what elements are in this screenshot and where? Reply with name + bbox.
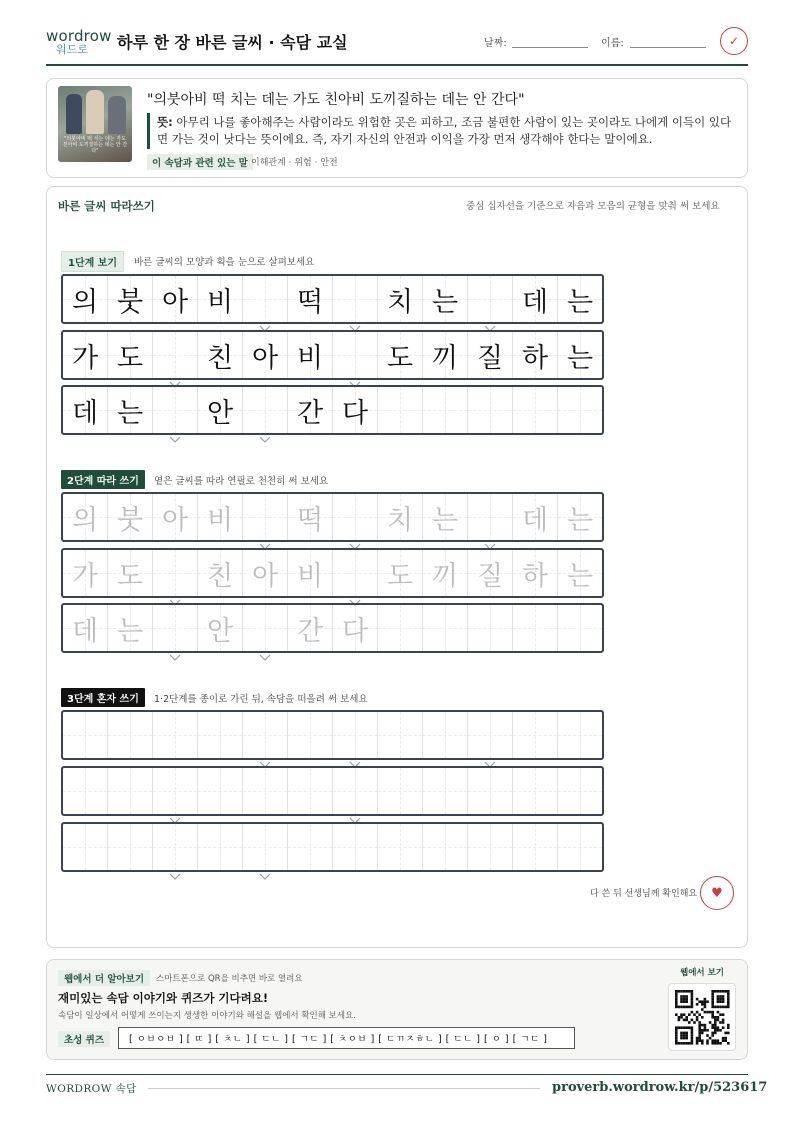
footer-url[interactable]: proverb.wordrow.kr/p/523617 — [552, 1080, 768, 1095]
guide-character: 하 — [521, 560, 549, 592]
model-writing-row — [61, 385, 604, 435]
writing-cell[interactable] — [288, 494, 333, 540]
step1-label: 1단계 보기 — [61, 251, 124, 272]
writing-cell[interactable] — [558, 712, 602, 758]
writing-cell[interactable] — [378, 824, 423, 870]
writing-cell — [288, 332, 333, 378]
writing-cell — [558, 387, 602, 433]
writing-cell — [108, 332, 153, 378]
guide-character: 치 — [386, 504, 414, 536]
guide-character: 도 — [116, 560, 144, 592]
writing-cell[interactable] — [558, 550, 602, 596]
space-mark-icon — [169, 583, 181, 591]
writing-cell[interactable] — [198, 824, 243, 870]
quiz-label: 초성 퀴즈 — [58, 1031, 110, 1047]
guide-character: 간 — [296, 615, 324, 647]
logo-text: wordrow — [46, 27, 112, 45]
check-stamp-icon: ✓ — [720, 27, 748, 55]
writing-cell[interactable] — [423, 550, 468, 596]
guide-character: 안 — [206, 615, 234, 647]
footer-divider — [46, 1074, 748, 1075]
writing-cell — [558, 276, 602, 322]
writing-cell[interactable] — [513, 768, 558, 814]
guide-character: 는 — [431, 504, 459, 536]
space-mark-icon — [169, 857, 181, 865]
writing-cell[interactable] — [153, 494, 198, 540]
web-headline: 재미있는 속담 이야기와 퀴즈가 기다려요! — [58, 991, 269, 1005]
writing-cell[interactable] — [198, 550, 243, 596]
writing-cell — [63, 276, 108, 322]
writing-cell — [63, 332, 108, 378]
writing-cell — [423, 387, 468, 433]
writing-cell[interactable] — [468, 768, 513, 814]
writing-cell — [153, 332, 198, 378]
space-mark-icon — [484, 309, 496, 317]
guide-character: 비 — [296, 560, 324, 592]
writing-cell[interactable] — [513, 712, 558, 758]
writing-cell[interactable] — [378, 605, 423, 651]
step2-desc: 옅은 글씨를 따라 연필로 천천히 써 보세요 — [154, 476, 329, 487]
writing-cell[interactable] — [333, 768, 378, 814]
writing-cell[interactable] — [153, 768, 198, 814]
space-mark-icon — [349, 309, 361, 317]
trace-writing-row[interactable] — [61, 603, 604, 653]
writing-cell[interactable] — [288, 824, 333, 870]
guide-character: 비 — [206, 286, 234, 318]
writing-cell[interactable] — [108, 494, 153, 540]
blank-writing-row[interactable] — [61, 822, 604, 872]
space-mark-icon — [349, 365, 361, 373]
writing-cell[interactable] — [243, 494, 288, 540]
guide-character: 질 — [476, 560, 504, 592]
guide-character: 는 — [566, 560, 594, 592]
guide-character: 는 — [566, 342, 594, 374]
writing-cell — [468, 276, 513, 322]
guide-character: 데 — [521, 504, 549, 536]
guide-character: 붓 — [116, 504, 144, 536]
guide-character: 붓 — [116, 286, 144, 318]
writing-cell[interactable] — [243, 768, 288, 814]
writing-cell[interactable] — [513, 494, 558, 540]
related-label: 이 속담과 관련 있는 말 — [147, 154, 253, 170]
meaning-accent-bar — [147, 113, 150, 149]
writing-cell[interactable] — [198, 768, 243, 814]
writing-cell[interactable] — [558, 768, 602, 814]
writing-cell — [288, 387, 333, 433]
writing-cell[interactable] — [468, 824, 513, 870]
writing-cell[interactable] — [513, 550, 558, 596]
guide-character: 데 — [71, 397, 99, 429]
guide-character: 친 — [206, 560, 234, 592]
writing-cell[interactable] — [153, 605, 198, 651]
guide-character: 질 — [476, 342, 504, 374]
writing-cell[interactable] — [333, 494, 378, 540]
date-field[interactable] — [512, 47, 588, 48]
space-mark-icon — [259, 309, 271, 317]
space-mark-icon — [484, 527, 496, 535]
writing-cell[interactable] — [333, 605, 378, 651]
writing-cell[interactable] — [378, 768, 423, 814]
writing-cell — [288, 276, 333, 322]
guide-character: 가 — [71, 560, 99, 592]
guide-character: 데 — [521, 286, 549, 318]
writing-cell[interactable] — [243, 824, 288, 870]
guide-character: 아 — [251, 560, 279, 592]
writing-cell[interactable] — [108, 550, 153, 596]
writing-cell[interactable] — [63, 550, 108, 596]
writing-cell — [513, 332, 558, 378]
guide-character: 다 — [341, 615, 369, 647]
wordrow-logo — [46, 27, 112, 56]
writing-cell[interactable] — [153, 712, 198, 758]
writing-cell[interactable] — [468, 550, 513, 596]
web-subtext: 속담이 일상에서 어떻게 쓰이는지 생생한 이야기와 해설을 웹에서 확인해 보세요. — [58, 1011, 356, 1021]
page-title: 하루 한 장 바른 글씨 · 속담 교실 — [117, 33, 348, 52]
space-mark-icon — [259, 527, 271, 535]
guide-character: 의 — [71, 286, 99, 318]
writing-cell[interactable] — [513, 605, 558, 651]
writing-cell[interactable] — [63, 605, 108, 651]
step2-label: 2단계 따라 쓰기 — [61, 470, 145, 489]
writing-cell[interactable] — [108, 824, 153, 870]
trace-writing-row[interactable] — [61, 548, 604, 598]
space-mark-icon — [259, 857, 271, 865]
guide-character: 가 — [71, 342, 99, 374]
space-mark-icon — [259, 638, 271, 646]
writing-cell[interactable] — [108, 768, 153, 814]
space-mark-icon — [169, 638, 181, 646]
writing-cell — [513, 276, 558, 322]
writing-cell[interactable] — [423, 605, 468, 651]
writing-cell[interactable] — [153, 824, 198, 870]
guide-character: 아 — [251, 342, 279, 374]
writing-cell — [333, 387, 378, 433]
initial-consonant-quiz: [ ㅇㅂㅇㅂ ] [ ㄸ ] [ ㅊㄴ ] [ ㄷㄴ ] [ ㄱㄷ ] [ ㅊㅇㅂ ] [ ㄷㄲㅈㅎㄴ ] [ ㄷㄴ ] [ ㅇ ] [ ㄱㄷ ] — [118, 1027, 575, 1049]
header-divider — [46, 64, 748, 66]
writing-cell[interactable] — [423, 494, 468, 540]
qr-code-icon[interactable] — [668, 983, 736, 1051]
step1-desc: 바른 글씨의 모양과 획을 눈으로 살펴보세요 — [134, 257, 315, 268]
writing-cell — [423, 332, 468, 378]
practice-title: 바른 글씨 따라쓰기 — [58, 199, 155, 213]
guide-character: 친 — [206, 342, 234, 374]
writing-cell[interactable] — [63, 824, 108, 870]
writing-cell[interactable] — [423, 824, 468, 870]
guide-character: 는 — [566, 286, 594, 318]
guide-character: 데 — [71, 615, 99, 647]
writing-cell[interactable] — [198, 712, 243, 758]
writing-cell — [378, 276, 423, 322]
guide-character: 떡 — [296, 504, 324, 536]
guide-character: 는 — [431, 286, 459, 318]
meaning-label: 뜻: — [157, 115, 173, 129]
writing-cell[interactable] — [63, 712, 108, 758]
step3-label: 3단계 혼자 쓰기 — [61, 688, 145, 707]
guide-character: 도 — [116, 342, 144, 374]
writing-cell[interactable] — [198, 494, 243, 540]
writing-cell[interactable] — [513, 824, 558, 870]
guide-character: 는 — [116, 397, 144, 429]
writing-cell — [108, 387, 153, 433]
proverb-meaning — [157, 114, 737, 148]
guide-character: 다 — [341, 397, 369, 429]
guide-character: 치 — [386, 286, 414, 318]
writing-cell[interactable] — [423, 768, 468, 814]
blank-writing-row[interactable] — [61, 766, 604, 816]
space-mark-icon — [349, 801, 361, 809]
writing-cell — [378, 387, 423, 433]
model-writing-row — [61, 274, 604, 324]
writing-cell[interactable] — [333, 824, 378, 870]
writing-cell — [108, 276, 153, 322]
space-mark-icon — [169, 365, 181, 373]
writing-cell — [333, 276, 378, 322]
guide-character: 비 — [296, 342, 324, 374]
space-mark-icon — [259, 420, 271, 428]
writing-cell — [468, 387, 513, 433]
writing-cell — [243, 276, 288, 322]
writing-cell[interactable] — [243, 550, 288, 596]
writing-cell[interactable] — [288, 550, 333, 596]
web-tag: 웹에서 더 알아보기 — [58, 970, 150, 986]
footer-rule — [148, 1088, 540, 1089]
thumbnail-caption: "의붓아비 떡 치는 데는 가도 친아비 도끼질하는 데는 안 간다" — [62, 136, 128, 154]
blank-writing-row[interactable] — [61, 710, 604, 760]
writing-cell[interactable] — [198, 605, 243, 651]
writing-cell[interactable] — [333, 712, 378, 758]
space-mark-icon — [484, 745, 496, 753]
space-mark-icon — [169, 801, 181, 809]
writing-cell[interactable] — [333, 550, 378, 596]
model-writing-row — [61, 330, 604, 380]
teacher-stamp-icon: ♥ — [700, 876, 734, 910]
writing-cell[interactable] — [243, 712, 288, 758]
writing-cell — [333, 332, 378, 378]
space-mark-icon — [259, 745, 271, 753]
writing-cell[interactable] — [558, 824, 602, 870]
writing-cell — [378, 332, 423, 378]
writing-cell — [243, 387, 288, 433]
writing-cell[interactable] — [63, 768, 108, 814]
guide-character: 떡 — [296, 286, 324, 318]
writing-cell[interactable] — [288, 712, 333, 758]
writing-cell[interactable] — [108, 712, 153, 758]
writing-cell[interactable] — [153, 550, 198, 596]
name-label: 이름: — [601, 38, 624, 49]
guide-character: 는 — [116, 615, 144, 647]
space-mark-icon — [169, 420, 181, 428]
name-field[interactable] — [630, 47, 706, 48]
writing-cell[interactable] — [558, 494, 602, 540]
trace-writing-row[interactable] — [61, 492, 604, 542]
writing-cell — [468, 332, 513, 378]
footer-brand: WORDROW 속담 — [46, 1083, 137, 1095]
guide-character: 도 — [386, 560, 414, 592]
logo-subtext: 워드로 — [56, 43, 88, 56]
guide-character: 도 — [386, 342, 414, 374]
writing-cell — [63, 387, 108, 433]
guide-character: 는 — [566, 504, 594, 536]
guide-character: 간 — [296, 397, 324, 429]
done-note: 다 쓴 뒤 선생님께 확인해요 — [590, 889, 698, 899]
writing-cell — [153, 276, 198, 322]
guide-character: 아 — [161, 504, 189, 536]
guide-character: 비 — [206, 504, 234, 536]
writing-cell[interactable] — [468, 494, 513, 540]
writing-cell[interactable] — [288, 605, 333, 651]
writing-cell[interactable] — [423, 712, 468, 758]
step3-desc: 1·2단계를 종이로 가린 뒤, 속담을 떠올려 써 보세요 — [154, 694, 368, 705]
writing-cell — [198, 276, 243, 322]
writing-cell[interactable] — [288, 768, 333, 814]
writing-cell[interactable] — [558, 605, 602, 651]
writing-cell — [558, 332, 602, 378]
web-tag-desc: 스마트폰으로 QR을 비추면 바로 열려요 — [156, 974, 303, 984]
space-mark-icon — [349, 527, 361, 535]
guide-character: 의 — [71, 504, 99, 536]
writing-cell — [423, 276, 468, 322]
writing-cell[interactable] — [468, 712, 513, 758]
practice-note: 중심 십자선을 기준으로 자음과 모음의 균형을 맞춰 써 보세요 — [466, 201, 720, 212]
guide-character: 아 — [161, 286, 189, 318]
meaning-text: 아무리 나를 좋아해주는 사람이라도 위험한 곳은 피하고, 조금 불편한 사람이 있는 곳이라도 나에게 이득이 있다면 가는 것이 낫다는 뜻이에요. 즉, 자기 자신의 안전과 이익을 가장 먼저 생각해야 한다는 말이에요. — [157, 115, 732, 146]
writing-cell[interactable] — [378, 494, 423, 540]
writing-cell[interactable] — [468, 605, 513, 651]
writing-cell — [153, 387, 198, 433]
proverb-thumbnail — [58, 86, 132, 162]
writing-cell[interactable] — [243, 605, 288, 651]
proverb-title: "의붓아비 떡 치는 데는 가도 친아비 도끼질하는 데는 안 간다" — [147, 92, 525, 108]
space-mark-icon — [349, 745, 361, 753]
space-mark-icon — [349, 583, 361, 591]
writing-cell[interactable] — [378, 712, 423, 758]
qr-label: 웹에서 보기 — [680, 968, 725, 978]
writing-cell[interactable] — [378, 550, 423, 596]
writing-cell — [198, 387, 243, 433]
guide-character: 하 — [521, 342, 549, 374]
writing-cell — [513, 387, 558, 433]
guide-character: 안 — [206, 397, 234, 429]
date-label: 날짜: — [484, 38, 507, 49]
writing-cell[interactable] — [108, 605, 153, 651]
writing-cell — [198, 332, 243, 378]
writing-cell — [243, 332, 288, 378]
guide-character: 끼 — [431, 560, 459, 592]
guide-character: 끼 — [431, 342, 459, 374]
writing-cell[interactable] — [63, 494, 108, 540]
related-words: 이해관계 · 위험 · 안전 — [251, 158, 338, 168]
